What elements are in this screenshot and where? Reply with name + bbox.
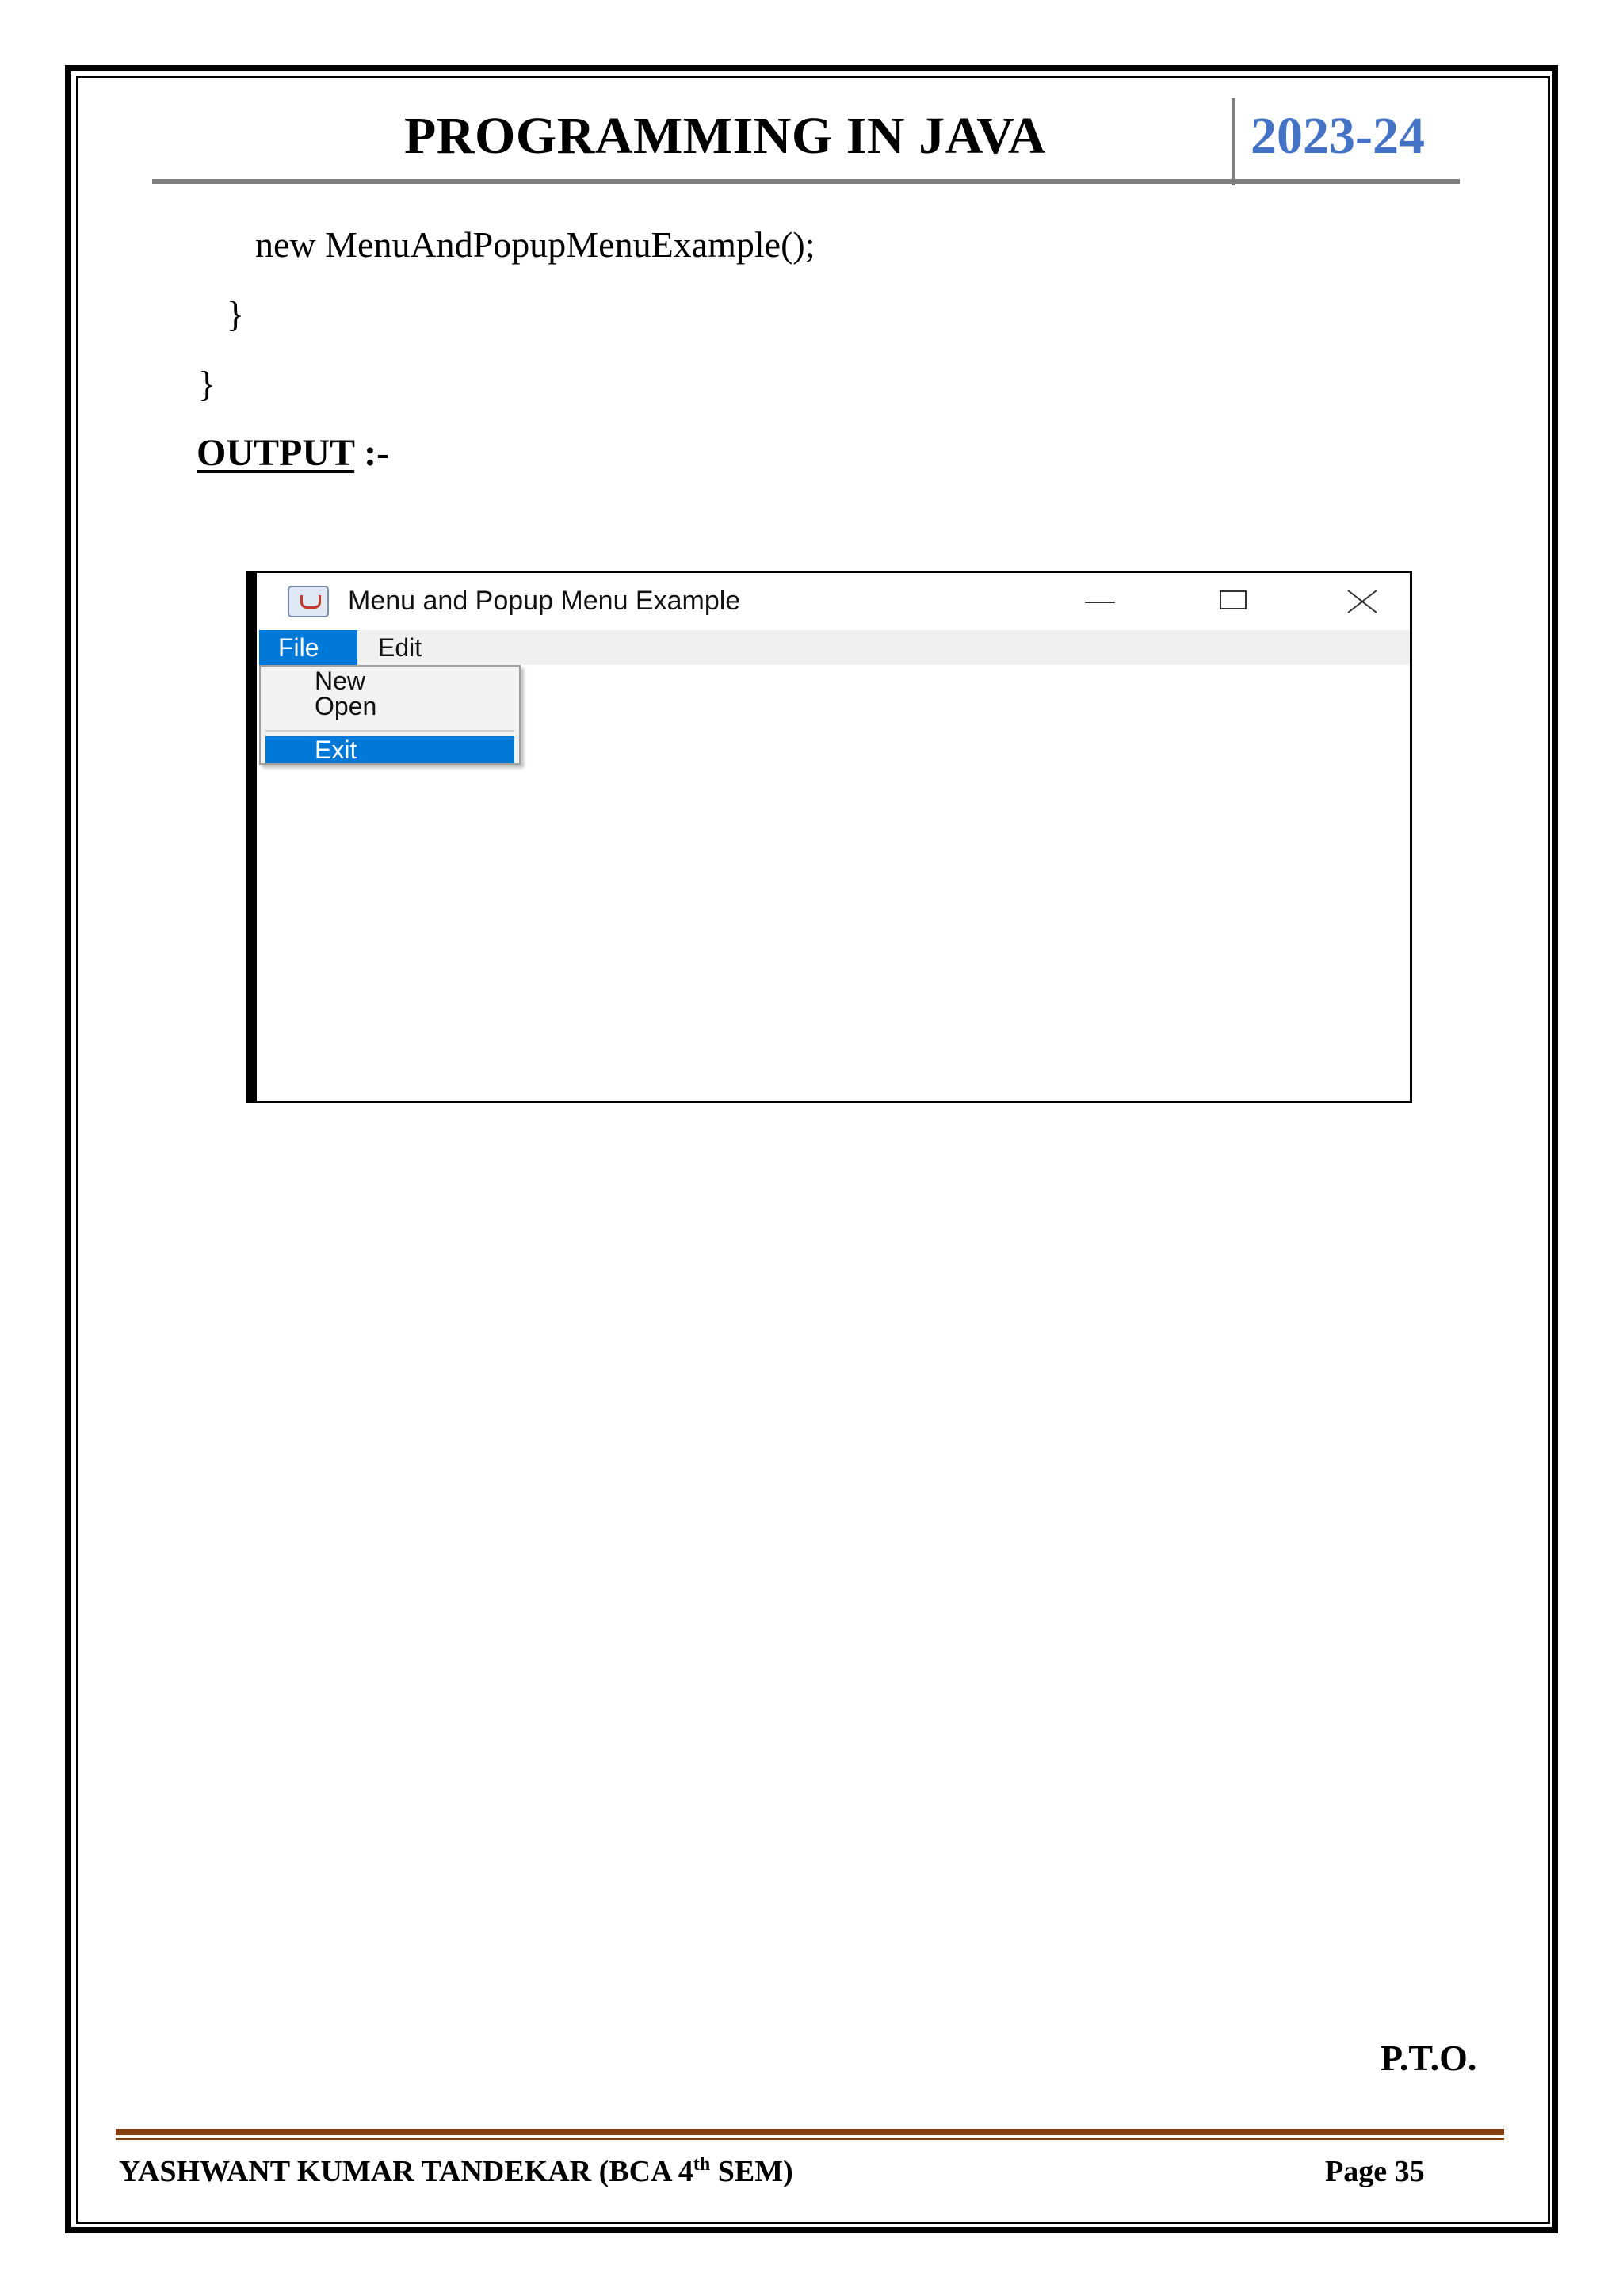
page-border-inner <box>76 76 1550 2224</box>
close-icon <box>1346 589 1378 614</box>
menu-separator <box>265 730 514 732</box>
footer-author-name: YASHWANT KUMAR TANDEKAR (BCA 4 <box>119 2155 693 2188</box>
java-icon <box>288 586 329 617</box>
page-title: PROGRAMMING IN JAVA <box>404 107 1047 165</box>
window-left-edge <box>246 571 257 1103</box>
file-dropdown-menu <box>259 665 521 765</box>
maximize-button[interactable] <box>1186 584 1281 619</box>
academic-year: 2023-24 <box>1251 107 1425 165</box>
footer-author <box>119 2154 793 2189</box>
menu-item-open[interactable]: Open <box>315 692 377 720</box>
minimize-button[interactable] <box>1052 584 1147 619</box>
page-number: Page 35 <box>1325 2155 1425 2188</box>
code-line: } <box>198 364 216 404</box>
footer-rule-thin <box>116 2138 1504 2140</box>
code-line: new MenuAndPopupMenuExample(); <box>255 224 815 265</box>
menu-item-new[interactable]: New <box>315 667 366 695</box>
header-rule <box>152 179 1460 184</box>
menu-edit[interactable]: Edit <box>378 633 422 662</box>
pto-note: P.T.O. <box>1381 2038 1477 2078</box>
menu-item-exit[interactable]: Exit <box>265 736 514 763</box>
menu-bar <box>259 630 1410 665</box>
footer-sem: SEM) <box>710 2155 793 2188</box>
menu-file[interactable]: File <box>259 630 357 665</box>
window-titlebar <box>259 573 1410 630</box>
app-window-screenshot <box>246 571 1412 1103</box>
window-title: Menu and Popup Menu Example <box>348 586 741 616</box>
code-line: } <box>227 294 245 334</box>
output-suffix: :- <box>354 432 390 474</box>
output-heading <box>197 431 389 475</box>
output-label: OUTPUT <box>197 432 355 474</box>
footer-sup: th <box>693 2154 711 2175</box>
footer-rule <box>116 2129 1504 2135</box>
header-separator <box>1232 98 1235 185</box>
close-button[interactable] <box>1313 584 1408 619</box>
